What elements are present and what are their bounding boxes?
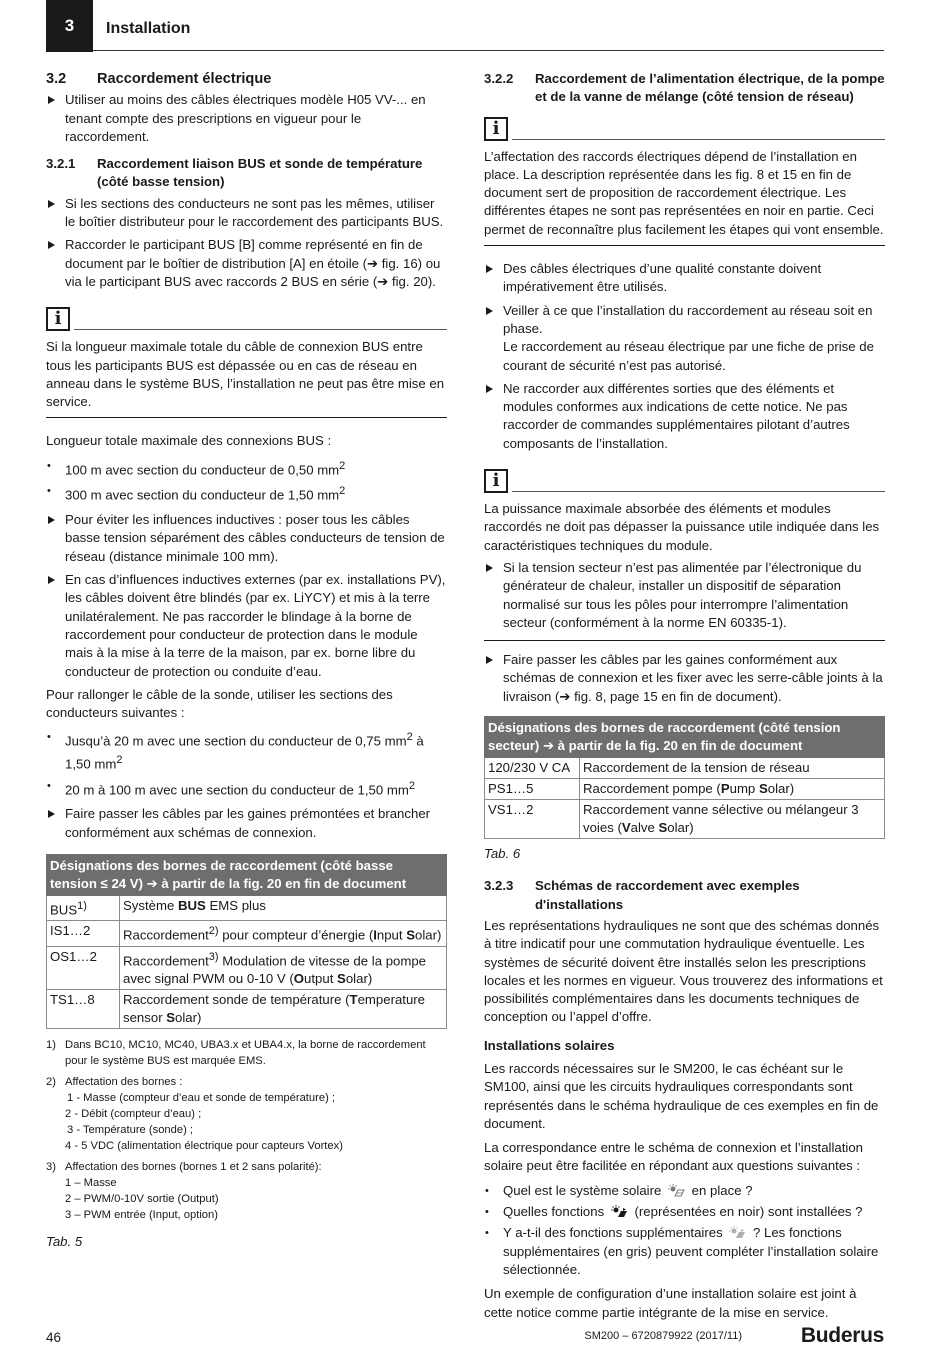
list-item: • 300 m avec section du conducteur de 1,50 $mm^2$ [46,482,447,505]
info-box-connection-assignment [484,113,885,246]
list-item: • Quelles fonctions (représentées en noir) sont installées ? [484,1203,885,1221]
bullet-inductive-separation: Pour éviter les influences inductives : poser tous les câbles basse tension séparément des câbles conducteurs de tension de réseau (distance minimale 100 mm). [46,511,447,566]
solar-function-icon [611,1205,628,1218]
chapter-title: Installation [106,20,191,37]
info-icon: i [46,307,70,331]
table-row: TS1…8 Raccordement sonde de température (Temperature sensor Solar) [47,990,447,1029]
table-row: 120/230 V CA Raccordement de la tension de réseau [485,758,885,779]
solar-extra-function-icon [729,1226,746,1239]
bullet-outputs: Ne raccorder aux différentes sorties que des éléments et modules conformes aux indications de cette notice. Ne pas raccorder de commandes supplémentaires pilotant d’autres composants de l’installation. [484,380,885,453]
info-icon: i [484,117,508,141]
network-note: Le raccordement au réseau électrique par une fiche de prise de courant de sécurité n’est pas autorisé. [503,339,874,373]
section-heading-3-2-3: 3.2.3 Schémas de raccordement avec exemples d'installations [484,878,800,912]
info-text: La puissance maximale absorbée des éléments et modules raccordés ne doit pas dépasser la puissance utile indiquée dans les caractéristiques techniques du module. Si la tension secteur n’est pas alimentée par l’électronique du générateur de chaleur, installer un dispositif de séparation normalisé sur tous les pôles pour interrompre l’alimentation secteur (conformément à la norme EN 60335-1). [484,500,885,641]
table-row: IS1…2 Raccordement$^{2)}$ pour compteur d’énergie (Input Solar) [47,921,447,946]
bullet-separation-device: Si la tension secteur n’est pas alimentée par l’électronique du générateur de chaleur, installer un dispositif de séparation normalisé sur tous les pôles pour interrompre l’alimentation secteur (conformément à la norme EN 60335-1). [484,559,885,632]
table-row: PS1…5 Raccordement pompe (Pump Solar) [485,779,885,800]
table-header: Désignations des bornes de raccordement (côté basse tension ≤ 24 V) ➔ à partir de la fig. 20 en fin de document [47,855,447,896]
sun-system-icon [668,1184,685,1197]
bullet-cable-quality: Des câbles électriques d’une qualité constante doivent impérativement être utilisés. [484,260,885,297]
list-item: • Y a-t-il des fonctions supplémentaires ? Les fonctions supplémentaires (en gris) peuvent compléter l’installation solaire sélectionnée. [484,1224,885,1279]
bullet-cable-gaines: Faire passer les câbles par les gaines conformément aux schémas de connexion et les fixer avec les serre-câble joints à la livraison (➔ fig. 8, page 15 en fin de document). [484,651,885,706]
list-item: • Quel est le système solaire en place ? [484,1182,885,1200]
footnote: 2) Affectation des bornes : 1 - Masse (compteur d’eau et sonde de température) ; 2 - Débit (compteur d’eau) ; 3 - Température (sonde) ; 4 - 5 VDC (alimentation électrique pour capteurs Vortex) [46,1076,343,1153]
table-caption: Tab. 5 [46,1234,83,1250]
right-column [484,70,885,1328]
solar-paragraph-2: La correspondance entre le schéma de connexion et l’installation solaire peut être facilitée en répondant aux questions suivantes : [484,1140,864,1174]
section-heading-3-2-1: 3.2.1 Raccordement liaison BUS et sonde de température (côté basse tension) [46,156,423,190]
table-header: Désignations des bornes de raccordement (côté tension secteur) ➔ à partir de la fig. 20 en fin de document [485,717,885,758]
table-row: OS1…2 Raccordement$^{3)}$ Modulation de vitesse de la pompe avec signal PWM ou 0-10 V (Output Solar) [47,946,447,989]
list-item: • 20 m à 100 m avec une section du conducteur de 1,50 $mm^2$ [46,777,447,800]
table-row: VS1…2 Raccordement vanne sélective ou mélangeur 3 voies (Valve Solar) [485,800,885,839]
sensor-intro: Pour rallonger le câble de la sonde, utiliser les sections des conducteurs suivantes : [46,686,393,721]
chapter-number: 3 [64,16,75,35]
bullet-distributor-box: Si les sections des conducteurs ne sont pas les mêmes, utiliser le boîtier distributeur pour le raccordement des participants BUS. [46,195,447,232]
page-number: 46 [46,1330,62,1345]
list-item: • Jusqu’à 20 m avec une section du conducteur de 0,75 $mm^2$ à 1,50 $mm^2$ [46,728,447,773]
bus-length-intro: Longueur totale maximale des connexions BUS : [46,433,332,449]
table-caption: Tab. 6 [484,846,521,862]
info-box-max-power [484,465,885,641]
solar-paragraph-1: Les raccords nécessaires sur le SM200, le cas échéant sur le SM100, ainsi que les circuits hydrauliques correspondants sont représentés dans le schéma hydraulique de ces exemples en fin de document. [484,1060,879,1131]
bullet-cable-routing: Faire passer les câbles par les gaines prémontées et brancher conformément aux schémas de connexion. [46,805,447,842]
bullet-cable-model: Utiliser au moins des câbles électriques modèle H05 VV-... en tenant compte des prescriptions en vigueur pour le raccordement. [46,91,447,146]
info-icon: i [484,469,508,493]
bullet-inductive-shielding: En cas d’influences inductives externes (par ex. installations PV), les câbles doivent être blindés (par ex. LiYCY) et mis à la terre unilatéralement. Ne pas raccorder le blindage à la borne de raccordement pour conducteur de protection dans le module mais à la mise à la terre de la maison, par ex. borne libre du conducteur de protection ou conduite d’eau. [46,571,447,681]
solar-heading: Installations solaires [484,1037,615,1053]
header-rule [93,50,884,51]
hydraulic-paragraph: Les représentations hydrauliques ne sont que des schémas donnés à titre indicatif pour une commutation hydraulique éventuelle. Les systèmes de sécurité doivent être installés selon les prescriptions locales et les normes en vigueur. Vous trouverez des informations et possibilités complémentaires dans les documents techniques de conception ou l’appel d’offre. [484,917,883,1025]
table-row: BUS$^{1)}$ Système BUS EMS plus [47,896,447,921]
left-column [46,70,447,1262]
list-item: • 100 m avec section du conducteur de 0,50 $mm^2$ [46,457,447,480]
chapter-number-box [46,0,93,52]
bullet-bus-connection: Raccorder le participant BUS [B] comme représenté en fin de document par le boîtier de distribution [A] en étoile (➔ fig. 16) ou via le participant BUS avec raccords 2 BUS en série (➔ fig. 20). [46,236,447,291]
terminal-table-low-voltage [46,854,447,1029]
brand-logo: Buderus [800,1324,884,1347]
bullet-network-phase: Veiller à ce que l’installation du raccordement au réseau soit en phase. [484,302,885,339]
document-reference: SM200 – 6720879922 (2017/11) [584,1330,742,1342]
example-paragraph: Un exemple de configuration d’une installation solaire est joint à cette notice comme partie intégrante de la mise en service. [484,1286,857,1320]
footnote: 1) Dans BC10, MC10, MC40, UBA3.x et UBA4.x, la borne de raccordement pour le système BUS est marquée EMS. [46,1039,426,1068]
terminal-table-mains [484,716,885,839]
info-box-bus-length [46,303,447,418]
info-text: L’affectation des raccords électriques dépend de l’installation en place. La description représentée dans les fig. 8 et 15 en fin de document sert de proposition de raccordement électrique. Les différentes étapes ne sont pas représentées en noir en partie. Ceci permet de reconnaître plus facilement les étapes qui vont ensemble. [484,148,885,246]
footnote: 3) Affectation des bornes (bornes 1 et 2 sans polarité): 1 – Masse 2 – PWM/0-10V sortie (Output) 3 – PWM entrée (Input, option) [46,1161,322,1222]
section-heading-3-2-2: 3.2.2 Raccordement de l’alimentation électrique, de la pompe et de la vanne de mélange (côté tension de réseau) [484,71,885,105]
section-heading-3-2: 3.2 Raccordement électrique [46,71,272,87]
table-footnotes [46,1037,447,1223]
info-text: Si la longueur maximale totale du câble de connexion BUS entre tous les participants BUS est dépassée ou en cas de réseau en anneau dans le système BUS, l’installation ne peut pas être mise en service. [46,338,447,418]
